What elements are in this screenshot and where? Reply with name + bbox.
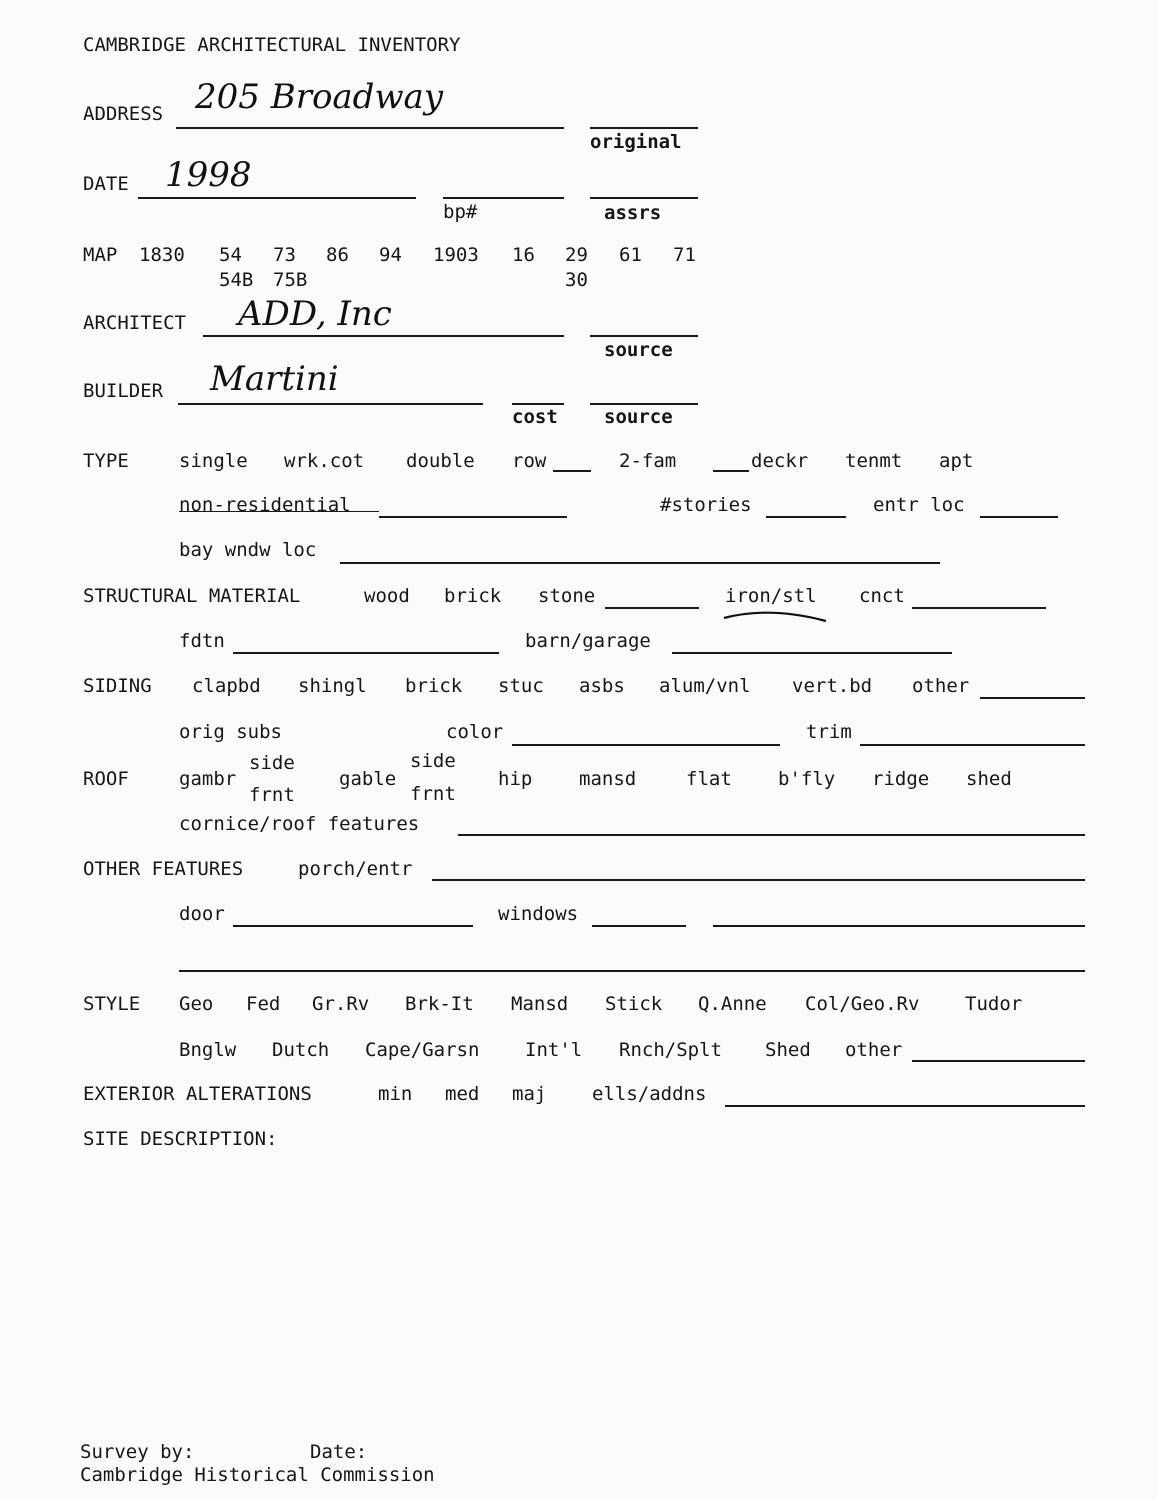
roof-gambr-frnt[interactable]: frnt <box>249 784 295 806</box>
door-line <box>233 925 473 927</box>
style-option[interactable]: other <box>845 1039 903 1061</box>
map-year: 1903 <box>433 244 479 266</box>
non-residential-label[interactable]: non-residential <box>179 494 351 516</box>
map-year: 86 <box>326 244 349 266</box>
fdtn-line <box>233 652 499 654</box>
style-option[interactable]: Mansd <box>511 993 569 1015</box>
windows-line <box>592 925 686 927</box>
roof-option[interactable]: mansd <box>579 768 637 790</box>
style-option[interactable]: Gr.Rv <box>312 993 370 1015</box>
roof-option[interactable]: b'fly <box>778 768 836 790</box>
style-option[interactable]: Fed <box>246 993 281 1015</box>
style-option[interactable]: Int'l <box>525 1039 583 1061</box>
map-year: 30 <box>565 269 588 291</box>
type-option[interactable]: wrk.cot <box>284 450 365 472</box>
cnct-line <box>912 607 1046 609</box>
site-description-label: SITE DESCRIPTION: <box>83 1128 278 1150</box>
bay-wndw-loc-label: bay wndw loc <box>179 539 317 561</box>
architect-value[interactable]: ADD, Inc <box>238 294 392 334</box>
builder-line <box>178 403 483 405</box>
non-residential-underline <box>179 511 379 512</box>
barn-garage-line <box>672 652 952 654</box>
trim-label: trim <box>806 721 852 743</box>
siding-label: SIDING <box>83 675 152 697</box>
map-year: 1830 <box>139 244 185 266</box>
bay-wndw-loc-line <box>340 562 940 564</box>
assrs-line <box>590 197 698 199</box>
map-year: 54B <box>219 269 254 291</box>
structural-option[interactable]: wood <box>364 585 410 607</box>
cost-line <box>512 403 564 405</box>
date-label: DATE <box>83 173 129 195</box>
porch-entr-label: porch/entr <box>298 858 413 880</box>
deckr-line <box>713 470 749 472</box>
builder-label: BUILDER <box>83 380 164 402</box>
ells-addns-label: ells/addns <box>592 1083 707 1105</box>
style-option[interactable]: Tudor <box>965 993 1023 1015</box>
exterior-option[interactable]: med <box>445 1083 480 1105</box>
style-option[interactable]: Stick <box>605 993 663 1015</box>
siding-option[interactable]: alum/vnl <box>659 675 751 697</box>
ells-addns-line <box>725 1105 1085 1107</box>
structural-option[interactable]: stone <box>538 585 596 607</box>
builder-value[interactable]: Martini <box>210 359 339 399</box>
address-value[interactable]: 205 Broadway <box>195 77 444 117</box>
entr-loc-line <box>980 516 1058 518</box>
type-option[interactable]: row <box>512 450 547 472</box>
color-label: color <box>446 721 504 743</box>
structural-option[interactable]: cnct <box>859 585 905 607</box>
trim-line <box>860 744 1085 746</box>
color-line <box>512 744 780 746</box>
style-label: STYLE <box>83 993 141 1015</box>
map-year: 94 <box>379 244 402 266</box>
style-option[interactable]: Col/Geo.Rv <box>805 993 920 1015</box>
siding-option[interactable]: other <box>912 675 970 697</box>
door-label: door <box>179 903 225 925</box>
type-option[interactable]: double <box>406 450 475 472</box>
type-option[interactable]: 2-fam <box>619 450 677 472</box>
structural-option[interactable]: brick <box>444 585 502 607</box>
architect-label: ARCHITECT <box>83 312 186 334</box>
windows-extra-line <box>713 925 1085 927</box>
commission-label: Cambridge Historical Commission <box>80 1464 435 1486</box>
siding-option[interactable]: brick <box>405 675 463 697</box>
original-line <box>590 127 698 129</box>
survey-date-label: Date: <box>310 1441 368 1463</box>
original-label: original <box>590 131 682 153</box>
survey-by-label: Survey by: <box>80 1441 195 1463</box>
other-features-extra-line <box>179 970 1085 972</box>
fdtn-label: fdtn <box>179 630 225 652</box>
map-year: 73 <box>273 244 296 266</box>
siding-option[interactable]: stuc <box>498 675 544 697</box>
windows-label: windows <box>498 903 579 925</box>
style-option[interactable]: Geo <box>179 993 214 1015</box>
builder-source-label: source <box>604 406 673 428</box>
row-line <box>553 470 591 472</box>
style-option[interactable]: Dutch <box>272 1039 330 1061</box>
roof-gambr-side[interactable]: side <box>249 752 295 774</box>
bp-line <box>443 197 564 199</box>
roof-gable[interactable]: gable <box>339 768 397 790</box>
exterior-option[interactable]: maj <box>512 1083 547 1105</box>
date-line <box>138 197 416 199</box>
map-label: MAP <box>83 244 118 266</box>
roof-label: ROOF <box>83 768 129 790</box>
map-year: 61 <box>619 244 642 266</box>
siding-option[interactable]: shingl <box>298 675 367 697</box>
architect-source-label: source <box>604 339 673 361</box>
map-year: 75B <box>273 269 308 291</box>
style-option[interactable]: Shed <box>765 1039 811 1061</box>
roof-option[interactable]: ridge <box>872 768 930 790</box>
map-year: 29 <box>565 244 588 266</box>
builder-source-line <box>590 403 698 405</box>
assrs-label: assrs <box>604 202 662 224</box>
entr-loc-label: entr loc <box>873 494 965 516</box>
type-option[interactable]: apt <box>939 450 974 472</box>
non-residential-line <box>379 516 567 518</box>
form-title: CAMBRIDGE ARCHITECTURAL INVENTORY <box>83 34 461 56</box>
type-label: TYPE <box>83 450 129 472</box>
roof-gambr[interactable]: gambr <box>179 768 237 790</box>
style-option[interactable]: Rnch/Splt <box>619 1039 722 1061</box>
cost-label: cost <box>512 406 558 428</box>
bp-label: bp# <box>443 201 478 223</box>
exterior-option[interactable]: min <box>378 1083 413 1105</box>
style-option[interactable]: Cape/Garsn <box>365 1039 480 1061</box>
roof-gable-side[interactable]: side <box>410 750 456 772</box>
style-other-line <box>912 1060 1085 1062</box>
style-option[interactable]: Bnglw <box>179 1039 237 1061</box>
map-year: 16 <box>512 244 535 266</box>
roof-option[interactable]: shed <box>966 768 1012 790</box>
cornice-line <box>458 834 1085 836</box>
barn-garage-label: barn/garage <box>525 630 651 652</box>
exterior-alterations-label: EXTERIOR ALTERATIONS <box>83 1083 312 1105</box>
style-option[interactable]: Brk-It <box>405 993 474 1015</box>
iron-stl-circle-mark <box>720 604 832 626</box>
style-option[interactable]: Q.Anne <box>698 993 767 1015</box>
siding-option[interactable]: clapbd <box>192 675 261 697</box>
stories-label: #stories <box>660 494 752 516</box>
map-year: 71 <box>673 244 696 266</box>
address-label: ADDRESS <box>83 103 164 125</box>
type-option[interactable]: tenmt <box>845 450 903 472</box>
stone-line <box>605 607 699 609</box>
architect-source-line <box>590 335 698 337</box>
type-option[interactable]: deckr <box>751 450 809 472</box>
other-features-label: OTHER FEATURES <box>83 858 244 880</box>
siding-option[interactable]: asbs <box>579 675 625 697</box>
architect-line <box>203 335 564 337</box>
roof-gable-frnt[interactable]: frnt <box>410 783 456 805</box>
orig-subs-label[interactable]: orig subs <box>179 721 282 743</box>
siding-option[interactable]: vert.bd <box>792 675 873 697</box>
cornice-label: cornice/roof features <box>179 813 420 835</box>
stories-line <box>766 516 846 518</box>
siding-other-line <box>980 697 1085 699</box>
address-line <box>176 127 564 129</box>
porch-entr-line <box>432 879 1085 881</box>
structural-option[interactable]: iron/stl <box>725 585 817 607</box>
map-year: 54 <box>219 244 242 266</box>
roof-option[interactable]: hip <box>498 768 533 790</box>
structural-label: STRUCTURAL MATERIAL <box>83 585 301 607</box>
type-option[interactable]: single <box>179 450 248 472</box>
date-value[interactable]: 1998 <box>165 155 252 195</box>
roof-option[interactable]: flat <box>686 768 732 790</box>
